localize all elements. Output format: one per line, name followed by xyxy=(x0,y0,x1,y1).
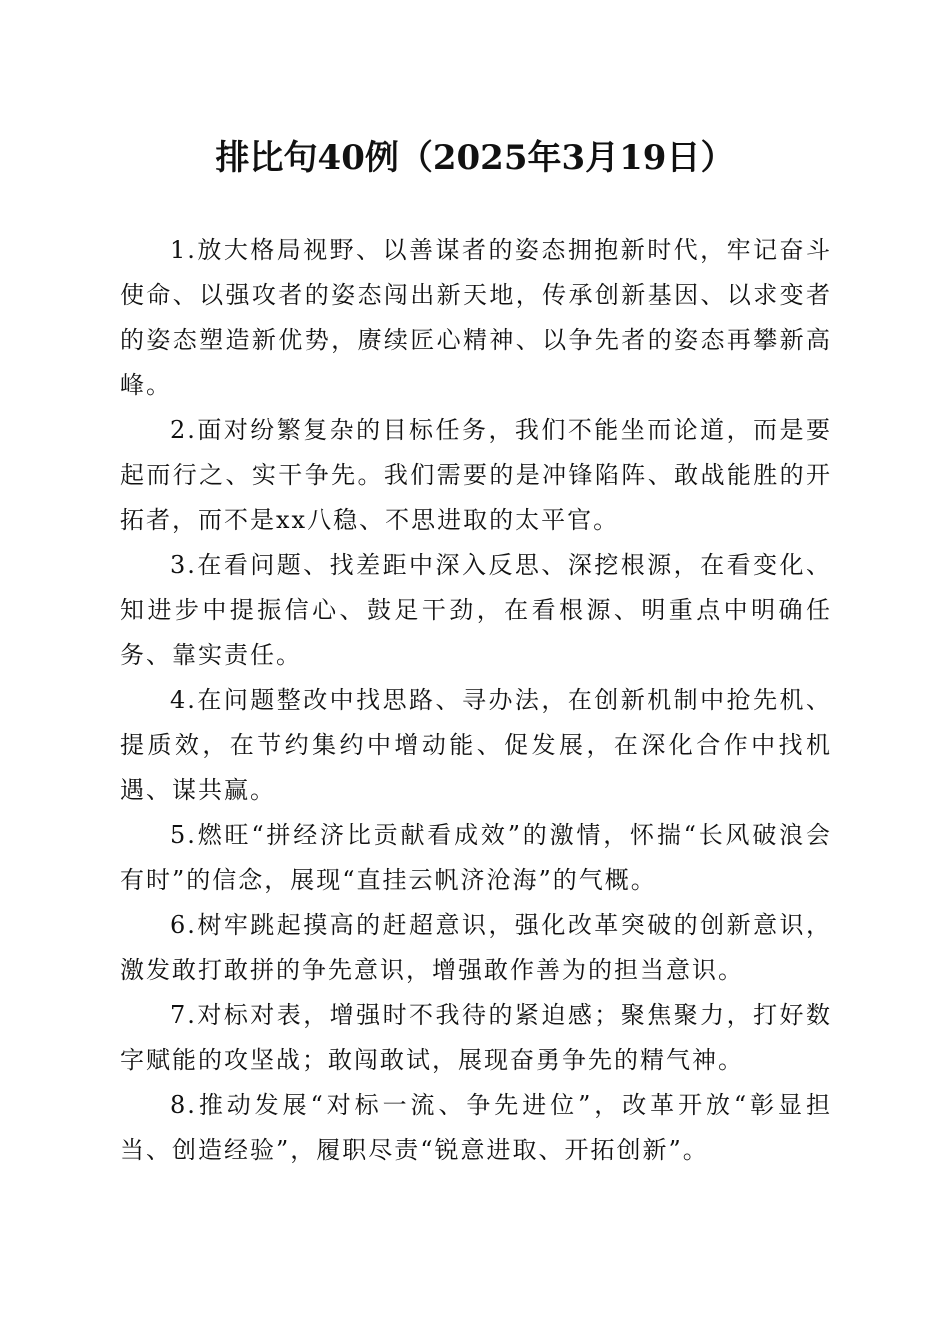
paragraph-2: 2.面对纷繁复杂的目标任务，我们不能坐而论道，而是要起而行之、实干争先。我们需要的是冲锋陷阵、敢战能胜的开拓者，而不是xx八稳、不思进取的太平官。 xyxy=(120,416,832,534)
document-title: 排比句40例（2025年3月19日） xyxy=(215,138,735,178)
paragraph-8: 8.推动发展“对标一流、争先进位”，改革开放“彰显担当、创造经验”，履职尽责“锐意进取、开拓创新”。 xyxy=(120,1091,832,1164)
paragraph-4: 4.在问题整改中找思路、寻办法，在创新机制中抢先机、提质效，在节约集约中增动能、促发展，在深化合作中找机遇、谋共赢。 xyxy=(120,686,832,804)
paragraph-1: 1.放大格局视野、以善谋者的姿态拥抱新时代，牢记奋斗使命、以强攻者的姿态闯出新天地，传承创新基因、以求变者的姿态塑造新优势，赓续匠心精神、以争先者的姿态再攀新高峰。 xyxy=(120,236,832,399)
paragraph-5: 5.燃旺“拼经济比贡献看成效”的激情，怀揣“长风破浪会有时”的信念，展现“直挂云帆济沧海”的气概。 xyxy=(120,821,832,894)
document-body xyxy=(120,228,832,1173)
paragraph-3: 3.在看问题、找差距中深入反思、深挖根源，在看变化、知进步中提振信心、鼓足干劲，在看根源、明重点中明确任务、靠实责任。 xyxy=(120,551,832,669)
paragraph-7: 7.对标对表，增强时不我待的紧迫感；聚焦聚力，打好数字赋能的攻坚战；敢闯敢试，展现奋勇争先的精气神。 xyxy=(120,1001,832,1074)
paragraph-6: 6.树牢跳起摸高的赶超意识，强化改革突破的创新意识，激发敢打敢拼的争先意识，增强敢作善为的担当意识。 xyxy=(120,911,832,984)
